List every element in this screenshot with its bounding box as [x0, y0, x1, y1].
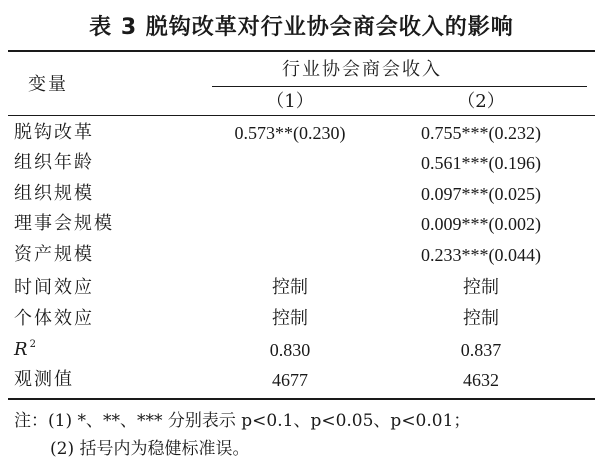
cell-observations-col1: 4677 — [272, 370, 308, 390]
row-label-observations: 观测值 — [14, 369, 74, 390]
row-label-time-effect: 时间效应 — [14, 277, 94, 298]
row-label-individual-effect: 个体效应 — [14, 308, 94, 329]
r-squared-base: R — [14, 339, 30, 360]
cell-r-squared-col1: 0.830 — [269, 340, 311, 360]
cell-asset-size-col2: 0.233***(0.044) — [421, 245, 541, 265]
cell-council-size-col2: 0.009***(0.002) — [421, 214, 541, 234]
cell-time-effect-col1: 控制 — [272, 277, 308, 298]
header-rule — [8, 115, 595, 116]
row-label-council-size: 理事会规模 — [14, 213, 114, 234]
cell-time-effect-col2: 控制 — [463, 277, 499, 298]
cell-individual-effect-col1: 控制 — [272, 308, 308, 329]
col2-header: （2） — [457, 91, 505, 112]
row-label-asset-size: 资产规模 — [14, 244, 94, 265]
variable-header: 变量 — [28, 74, 68, 95]
group-rule — [212, 86, 587, 87]
table-title: 表 3 脱钩改革对行业协会商会收入的影响 — [89, 15, 514, 40]
bottom-rule — [8, 398, 595, 400]
row-label-org-age: 组织年龄 — [14, 152, 94, 173]
note-line-1: 注：(1) *、**、*** 分别表示 p<0.1、p<0.05、p<0.01； — [14, 411, 471, 431]
cell-org-size-col2: 0.097***(0.025) — [421, 184, 541, 204]
cell-reform-col2: 0.755***(0.232) — [421, 123, 541, 143]
col1-header: （1） — [266, 91, 314, 112]
cell-individual-effect-col2: 控制 — [463, 308, 499, 329]
group-header: 行业协会商会收入 — [282, 59, 442, 80]
r-squared-exponent: 2 — [29, 339, 38, 350]
cell-observations-col2: 4632 — [463, 370, 499, 390]
top-rule — [8, 50, 595, 52]
row-label-r-squared — [14, 339, 38, 361]
note-line-2: (2) 括号内为稳健标准误。 — [50, 439, 250, 459]
cell-r-squared-col2: 0.837 — [460, 340, 502, 360]
cell-org-age-col2: 0.561***(0.196) — [421, 153, 541, 173]
row-label-reform: 脱钩改革 — [14, 122, 94, 143]
cell-reform-col1: 0.573**(0.230) — [234, 123, 346, 143]
row-label-org-size: 组织规模 — [14, 183, 94, 204]
